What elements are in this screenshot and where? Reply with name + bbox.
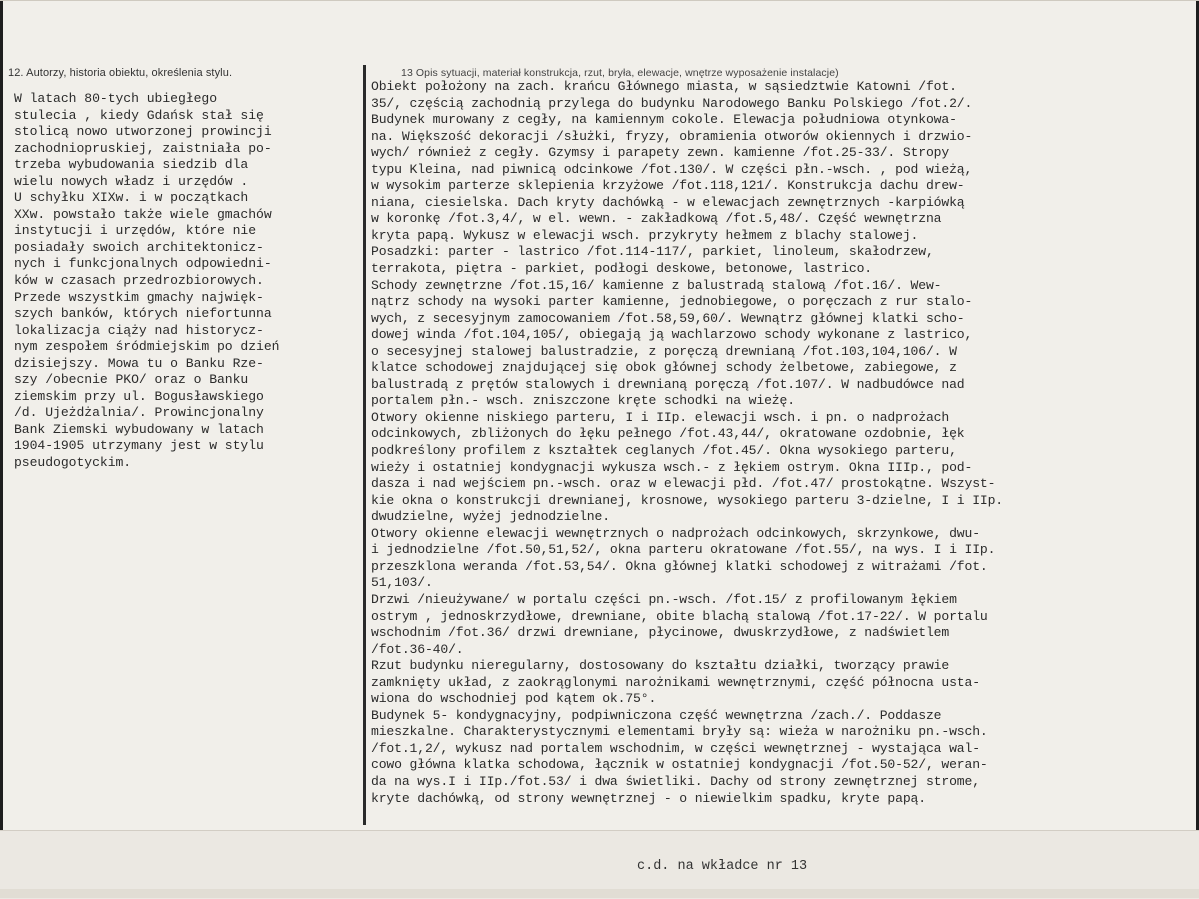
text-line: lokalizacja ciąży nad historycz- (14, 322, 264, 338)
text-line: Otwory okienne elewacji wewnętrznych o nadprożach odcinkowych, skrzynkowe, dwu- (371, 525, 980, 541)
text-line: Bank Ziemski wybudowany w latach (14, 421, 264, 437)
text-line: nych i funkcjonalnych odpowiedni- (14, 256, 272, 272)
text-line: 35/, częścią zachodnią przylega do budynku Narodowego Banku Polskiego /fot.2/. (371, 95, 973, 111)
text-line: instytucji i urzędów, które nie (14, 223, 257, 239)
text-line: mieszkalne. Charakterystycznymi elementami bryły są: wieża w narożniku pn.-wsch. (371, 724, 988, 740)
text-line: podkreślony profilem z kształtek ceglanych /fot.45/. Okna wysokiego parteru, (371, 443, 957, 459)
text-line: wych/ również z cegły. Gzymsy i parapety zewn. kamienne /fot.25-33/. Stropy (371, 145, 950, 161)
text-line: trzeba wybudowania siedzib dla (14, 157, 249, 173)
section-12-header: 12. Autorzy, historia obiektu, określenia stylu. (8, 67, 233, 79)
text-line: Otwory okienne niskiego parteru, I i IIp. elewacji wsch. i pn. o nadprożach (371, 409, 950, 425)
column-divider (363, 65, 366, 825)
text-line: Rzut budynku nieregularny, dostosowany do kształtu działki, tworzący prawie (371, 658, 950, 674)
text-line: dasza i nad wejściem pn.-wsch. oraz w elewacji płd. /fot.47/ prostokątne. Wszyst- (371, 476, 996, 492)
text-line: wielu nowych władz i urzędów . (14, 173, 249, 189)
text-line: wschodnim /fot.36/ drzwi drewniane, płycinowe, dwuskrzydłowe, z nadświetlem (371, 625, 950, 641)
text-line: Schody zewnętrzne /fot.15,16/ kamienne z balustradą stalową /fot.16/. Wew- (371, 277, 942, 293)
text-line: szych banków, których niefortunna (14, 306, 272, 322)
text-line: posiadały swoich architektonicz- (14, 239, 264, 255)
text-line: Budynek 5- kondygnacyjny, podpiwniczona część wewnętrzna /zach./. Poddasze (371, 707, 942, 723)
text-line: niana, ciesielska. Dach kryty dachówką - w elewacjach zewnętrznych -karpiówką (371, 194, 965, 210)
text-line: dzisiejszy. Mowa tu o Banku Rze- (14, 355, 264, 371)
history-text (14, 91, 279, 472)
text-line: Obiekt położony na zach. krańcu Głównego miasta, w sąsiedztwie Katowni /fot. (371, 79, 957, 94)
text-line: wieży i ostatniej kondygnacji wykusza wsch.- z łękiem ostrym. Okna IIIp., pod- (371, 459, 973, 475)
text-line: wych, z secesyjnym zamocowaniem /fot.58,59,60/. Wewnątrz głównej klatki scho- (371, 310, 965, 326)
text-line: ków w czasach przedrozbiorowych. (14, 273, 264, 289)
text-line: na. Większość dekoracji /służki, fryzy, obramienia otworów okiennych i drzwio- (371, 128, 973, 144)
text-line: zachodniopruskiej, zaistniała po- (14, 140, 272, 156)
text-line: W latach 80-tych ubiegłego (14, 91, 217, 106)
text-line: przeszklona weranda /fot.53,54/. Okna głównej klatki schodowej z witrażami /fot. (371, 558, 988, 574)
text-line: stolicą nowo utworzonej prowincji (14, 124, 272, 140)
text-line: XXw. powstało także wiele gmachów (14, 206, 272, 222)
text-line: terrakota, piętra - parkiet, podłogi deskowe, betonowe, lastrico. (371, 261, 872, 277)
text-line: w koronkę /fot.3,4/, w el. wewn. - zakładkową /fot.5,48/. Część wewnętrzna (371, 211, 942, 227)
text-line: w wysokim parterze sklepienia krzyżowe /fot.118,121/. Konstrukcja dachu drew- (371, 178, 965, 194)
text-line: balustradą z prętów stalowych i drewnianą poręczą /fot.107/. W nadbudówce nad (371, 376, 965, 392)
text-line: nym zespołem śródmiejskim po dzień (14, 339, 280, 355)
text-line: /fot.36-40/. (371, 641, 464, 657)
text-line: kryte dachówką, od strony wewnętrznej - o niewielkim spadku, kryte papą. (371, 790, 926, 806)
description-text (371, 79, 1003, 807)
text-line: o secesyjnej stalowej balustradzie, z poręczą drewnianą /fot.103,104,106/. W (371, 343, 957, 359)
text-line: szy /obecnie PKO/ oraz o Banku (14, 372, 249, 388)
text-line: ostrym , jednoskrzydłowe, drewniane, obite blachą stalową /fot.17-22/. W portalu (371, 608, 988, 624)
text-line: Drzwi /nieużywane/ w portalu części pn.-wsch. /fot.15/ z profilowanym łękiem (371, 591, 957, 607)
text-line: kie okna o konstrukcji drewnianej, krosnowe, wysokiego parteru 3-dzielne, I i IIp. (371, 492, 1004, 508)
text-line: dowej winda /fot.104,105/, obiegają ją wachlarzowo schody wykonane z lastrico, (371, 327, 973, 343)
text-line: /fot.1,2/, wykusz nad portalem wschodnim, w części wewnętrznej - wystająca wal- (371, 740, 980, 756)
text-line: cowo główna klatka schodowa, łącznik w ostatniej kondygnacji /fot.50-52/, weran- (371, 757, 988, 773)
text-line: 1904-1905 utrzymany jest w stylu (14, 438, 264, 454)
text-line: da na wys.I i IIp./fot.53/ i dwa świetliki. Dachy od strony zewnętrznej strome, (371, 773, 980, 789)
continuation-note: c.d. na wkładce nr 13 (637, 859, 808, 874)
text-line: Przede wszystkim gmachy najwięk- (14, 289, 264, 305)
text-line: klatce schodowej znajdującej się obok głównej schody żelbetowe, zabiegowe, z (371, 360, 957, 376)
text-line: pseudogotyckim. (14, 455, 132, 471)
text-line: wiona do wschodniej pod kątem ok.75°. (371, 691, 657, 707)
page-edge-left (0, 1, 3, 898)
text-line: nątrz schody na wysoki parter kamienne, jednobiegowe, o poręczach z rur stalo- (371, 294, 973, 310)
text-line: zamknięty układ, z zaokrąglonymi narożnikami wewnętrznymi, część północna usta- (371, 674, 980, 690)
text-line: odcinkowych, zbliżonych do łęku pełnego /fot.43,44/, okratowane ozdobnie, łęk (371, 426, 965, 442)
text-line: kryta papą. Wykusz w elewacji wsch. przykryty hełmem z blachy stalowej. (371, 227, 919, 243)
text-line: Budynek murowany z cegły, na kamiennym cokole. Elewacja południowa otynkowa- (371, 112, 957, 128)
text-line: typu Kleina, nad piwnicą odcinkowe /fot.130/. W części płn.-wsch. , pod wieżą, (371, 161, 973, 177)
text-line: ziemskim przy ul. Bogusławskiego (14, 388, 264, 404)
text-line: Posadzki: parter - lastrico /fot.114-117/, parkiet, linoleum, skałodrzew, (371, 244, 934, 260)
text-line: stulecia , kiedy Gdańsk stał się (14, 107, 264, 123)
text-line: portalem płn.- wsch. zniszczone kręte schodki na wieżę. (371, 393, 795, 409)
text-line: U schyłku XIXw. i w początkach (14, 190, 249, 206)
section-13-header: 13 Opis sytuacji, materiał konstrukcja, rzut, bryła, elewacje, wnętrze wyposażenie instalacje) (401, 67, 839, 79)
text-line: i jednodzielne /fot.50,51,52/, okna parteru okratowane /fot.55/, na wys. I i IIp. (371, 542, 996, 558)
text-line: /d. Ujeżdżalnia/. Prowincjonalny (14, 405, 264, 421)
text-line: dwudzielne, wyżej jednodzielne. (371, 509, 610, 525)
text-line: 51,103/. (371, 575, 433, 591)
